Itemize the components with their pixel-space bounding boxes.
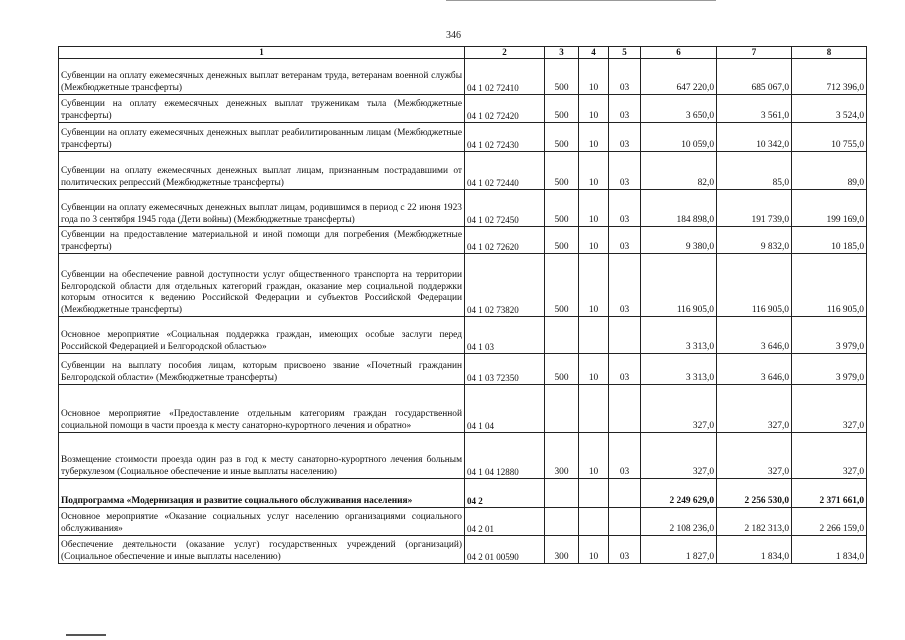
row-name-cell: Основное мероприятие «Социальная поддержка граждан, имеющих особые заслуги перед Российской Федерацией и Белгородской областью» bbox=[59, 316, 465, 353]
row-name-cell: Субвенции на оплату ежемесячных денежных выплат труженикам тыла (Межбюджетные трансферты) bbox=[59, 94, 465, 122]
row-code-cell: 04 2 bbox=[465, 478, 545, 507]
table-row bbox=[59, 226, 867, 253]
row-col4-cell: 10 bbox=[579, 353, 609, 384]
row-col4-cell bbox=[579, 384, 609, 432]
row-code-cell: 04 1 02 72620 bbox=[465, 226, 545, 253]
table-row bbox=[59, 384, 867, 432]
row-col4-cell: 10 bbox=[579, 253, 609, 316]
row-name-cell: Подпрограмма «Модернизация и развитие социального обслуживания населения» bbox=[59, 478, 465, 507]
table-row bbox=[59, 507, 867, 535]
row-value-col8-cell: 89,0 bbox=[792, 151, 867, 189]
row-value-col6-cell: 327,0 bbox=[641, 384, 717, 432]
column-header: 6 bbox=[641, 47, 717, 59]
row-value-col8-cell: 712 396,0 bbox=[792, 58, 867, 94]
row-col3-cell: 300 bbox=[545, 535, 579, 563]
row-col3-cell: 500 bbox=[545, 253, 579, 316]
table-row bbox=[59, 94, 867, 122]
row-code-cell: 04 1 02 72410 bbox=[465, 58, 545, 94]
row-code-cell: 04 1 04 bbox=[465, 384, 545, 432]
row-value-col7-cell: 685 067,0 bbox=[717, 58, 792, 94]
row-value-col7-cell: 9 832,0 bbox=[717, 226, 792, 253]
row-col4-cell bbox=[579, 507, 609, 535]
table-row bbox=[59, 432, 867, 478]
table-row bbox=[59, 122, 867, 151]
row-col3-cell: 500 bbox=[545, 189, 579, 226]
row-col4-cell: 10 bbox=[579, 226, 609, 253]
table-row bbox=[59, 189, 867, 226]
row-col3-cell: 300 bbox=[545, 432, 579, 478]
row-code-cell: 04 1 04 12880 bbox=[465, 432, 545, 478]
row-name-cell: Субвенции на оплату ежемесячных денежных выплат лицам, признанным пострадавшими от политических репрессий (Межбюджетные трансферты) bbox=[59, 151, 465, 189]
row-code-cell: 04 2 01 bbox=[465, 507, 545, 535]
row-code-cell: 04 1 03 72350 bbox=[465, 353, 545, 384]
row-value-col6-cell: 647 220,0 bbox=[641, 58, 717, 94]
row-value-col6-cell: 3 650,0 bbox=[641, 94, 717, 122]
row-value-col7-cell: 191 739,0 bbox=[717, 189, 792, 226]
row-name-cell: Субвенции на оплату ежемесячных денежных выплат реабилитированным лицам (Межбюджетные трансферты) bbox=[59, 122, 465, 151]
row-code-cell: 04 1 02 72430 bbox=[465, 122, 545, 151]
row-code-cell: 04 1 02 72440 bbox=[465, 151, 545, 189]
row-col5-cell: 03 bbox=[609, 151, 641, 189]
row-value-col7-cell: 3 561,0 bbox=[717, 94, 792, 122]
row-col3-cell: 500 bbox=[545, 94, 579, 122]
row-value-col7-cell: 10 342,0 bbox=[717, 122, 792, 151]
row-value-col6-cell: 116 905,0 bbox=[641, 253, 717, 316]
row-value-col8-cell: 2 371 661,0 bbox=[792, 478, 867, 507]
row-col5-cell bbox=[609, 507, 641, 535]
row-name-cell: Субвенции на обеспечение равной доступности услуг общественного транспорта на территории Белгородской области для отдельных категорий граждан, оказание мер социальной поддержки которым относится к ведению Российской Федерации и субъектов Российской Федерации (Межбюджетные трансферты) bbox=[59, 253, 465, 316]
budget-table bbox=[58, 46, 867, 564]
row-name-cell: Субвенции на выплату пособия лицам, которым присвоено звание «Почетный гражданин Белгородской области» (Межбюджетные трансферты) bbox=[59, 353, 465, 384]
row-value-col7-cell: 3 646,0 bbox=[717, 353, 792, 384]
row-col4-cell bbox=[579, 478, 609, 507]
row-col5-cell: 03 bbox=[609, 535, 641, 563]
row-col5-cell: 03 bbox=[609, 226, 641, 253]
row-value-col8-cell: 327,0 bbox=[792, 384, 867, 432]
row-col3-cell: 500 bbox=[545, 122, 579, 151]
row-value-col7-cell: 1 834,0 bbox=[717, 535, 792, 563]
row-col4-cell: 10 bbox=[579, 58, 609, 94]
row-code-cell: 04 1 02 72420 bbox=[465, 94, 545, 122]
header-row bbox=[59, 47, 867, 59]
row-value-col7-cell: 327,0 bbox=[717, 432, 792, 478]
row-col4-cell: 10 bbox=[579, 432, 609, 478]
row-col3-cell bbox=[545, 384, 579, 432]
row-value-col8-cell: 3 524,0 bbox=[792, 94, 867, 122]
row-name-cell: Возмещение стоимости проезда один раз в год к месту санаторно-курортного лечения больным туберкулезом (Социальное обеспечение и иные выплаты населению) bbox=[59, 432, 465, 478]
column-header: 8 bbox=[792, 47, 867, 59]
column-header: 3 bbox=[545, 47, 579, 59]
row-col5-cell: 03 bbox=[609, 94, 641, 122]
row-col5-cell bbox=[609, 384, 641, 432]
row-value-col6-cell: 2 108 236,0 bbox=[641, 507, 717, 535]
row-name-cell: Субвенции на оплату ежемесячных денежных выплат лицам, родившимся в период с 22 июня 1923 года по 3 сентября 1945 года (Дети войны) (Межбюджетные трансферты) bbox=[59, 189, 465, 226]
row-value-col8-cell: 10 755,0 bbox=[792, 122, 867, 151]
row-col5-cell bbox=[609, 478, 641, 507]
row-value-col6-cell: 2 249 629,0 bbox=[641, 478, 717, 507]
row-col3-cell: 500 bbox=[545, 353, 579, 384]
row-name-cell: Обеспечение деятельности (оказание услуг) государственных учреждений (организаций) (Социальное обеспечение и иные выплаты населению) bbox=[59, 535, 465, 563]
table-row bbox=[59, 151, 867, 189]
row-col5-cell: 03 bbox=[609, 189, 641, 226]
row-value-col6-cell: 327,0 bbox=[641, 432, 717, 478]
column-header: 4 bbox=[579, 47, 609, 59]
page-number: 346 bbox=[446, 30, 461, 41]
row-col4-cell: 10 bbox=[579, 122, 609, 151]
row-value-col7-cell: 327,0 bbox=[717, 384, 792, 432]
row-code-cell: 04 2 01 00590 bbox=[465, 535, 545, 563]
row-value-col6-cell: 82,0 bbox=[641, 151, 717, 189]
row-value-col8-cell: 3 979,0 bbox=[792, 353, 867, 384]
row-value-col6-cell: 10 059,0 bbox=[641, 122, 717, 151]
row-value-col8-cell: 327,0 bbox=[792, 432, 867, 478]
row-value-col8-cell: 3 979,0 bbox=[792, 316, 867, 353]
row-col5-cell: 03 bbox=[609, 122, 641, 151]
row-col4-cell: 10 bbox=[579, 151, 609, 189]
row-value-col6-cell: 184 898,0 bbox=[641, 189, 717, 226]
row-col3-cell: 500 bbox=[545, 151, 579, 189]
row-value-col8-cell: 2 266 159,0 bbox=[792, 507, 867, 535]
row-value-col7-cell: 3 646,0 bbox=[717, 316, 792, 353]
row-name-cell: Основное мероприятие «Оказание социальных услуг населению организациями социального обслуживания» bbox=[59, 507, 465, 535]
row-col5-cell: 03 bbox=[609, 253, 641, 316]
row-value-col7-cell: 2 256 530,0 bbox=[717, 478, 792, 507]
row-name-cell: Основное мероприятие «Предоставление отдельным категориям граждан государственной социальной помощи в части проезда к месту санаторно-курортного лечения и обратно» bbox=[59, 384, 465, 432]
column-header: 5 bbox=[609, 47, 641, 59]
table-row bbox=[59, 535, 867, 563]
row-value-col7-cell: 2 182 313,0 bbox=[717, 507, 792, 535]
row-value-col8-cell: 116 905,0 bbox=[792, 253, 867, 316]
table-row bbox=[59, 253, 867, 316]
row-name-cell: Субвенции на оплату ежемесячных денежных выплат ветеранам труда, ветеранам военной службы (Межбюджетные трансферты) bbox=[59, 58, 465, 94]
row-col5-cell: 03 bbox=[609, 58, 641, 94]
row-code-cell: 04 1 02 73820 bbox=[465, 253, 545, 316]
row-value-col7-cell: 85,0 bbox=[717, 151, 792, 189]
row-value-col6-cell: 9 380,0 bbox=[641, 226, 717, 253]
row-value-col6-cell: 3 313,0 bbox=[641, 353, 717, 384]
table-row bbox=[59, 316, 867, 353]
top-rule bbox=[446, 0, 716, 1]
row-col4-cell bbox=[579, 316, 609, 353]
table-row bbox=[59, 478, 867, 507]
row-value-col6-cell: 1 827,0 bbox=[641, 535, 717, 563]
row-col5-cell bbox=[609, 316, 641, 353]
row-value-col8-cell: 1 834,0 bbox=[792, 535, 867, 563]
row-col3-cell bbox=[545, 478, 579, 507]
row-value-col7-cell: 116 905,0 bbox=[717, 253, 792, 316]
row-value-col8-cell: 10 185,0 bbox=[792, 226, 867, 253]
row-col4-cell: 10 bbox=[579, 535, 609, 563]
column-header: 2 bbox=[465, 47, 545, 59]
column-header: 7 bbox=[717, 47, 792, 59]
row-col3-cell bbox=[545, 507, 579, 535]
row-col3-cell bbox=[545, 316, 579, 353]
row-col3-cell: 500 bbox=[545, 58, 579, 94]
row-name-cell: Субвенции на предоставление материальной и иной помощи для погребения (Межбюджетные трансферты) bbox=[59, 226, 465, 253]
row-value-col6-cell: 3 313,0 bbox=[641, 316, 717, 353]
row-code-cell: 04 1 02 72450 bbox=[465, 189, 545, 226]
row-col5-cell: 03 bbox=[609, 432, 641, 478]
table-row bbox=[59, 58, 867, 94]
row-col4-cell: 10 bbox=[579, 94, 609, 122]
row-col4-cell: 10 bbox=[579, 189, 609, 226]
table-row bbox=[59, 353, 867, 384]
row-code-cell: 04 1 03 bbox=[465, 316, 545, 353]
footer-rule bbox=[66, 634, 106, 636]
row-value-col8-cell: 199 169,0 bbox=[792, 189, 867, 226]
column-header: 1 bbox=[59, 47, 465, 59]
row-col3-cell: 500 bbox=[545, 226, 579, 253]
row-col5-cell: 03 bbox=[609, 353, 641, 384]
